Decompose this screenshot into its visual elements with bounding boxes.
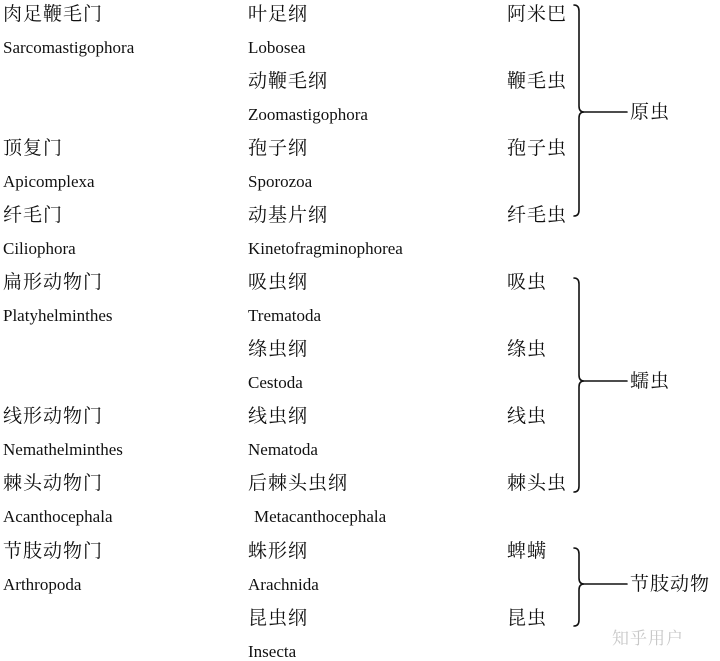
group-label: 蠕虫 <box>630 370 671 392</box>
phylum-cn: 顶复门 <box>3 137 64 159</box>
phylum-cn: 肉足鞭毛门 <box>3 3 104 25</box>
class-cn: 线虫纲 <box>248 405 309 427</box>
phylum-en: Apicomplexa <box>3 172 95 191</box>
common-name: 鞭毛虫 <box>507 70 568 92</box>
phylum-cn: 节肢动物门 <box>3 540 104 562</box>
watermark: 知乎用户 <box>612 629 684 649</box>
class-en: Arachnida <box>248 575 319 594</box>
phylum-en: Nemathelminthes <box>3 440 123 459</box>
class-en: Trematoda <box>248 306 322 325</box>
class-cn: 后棘头虫纲 <box>248 472 349 494</box>
class-cn: 动鞭毛纲 <box>248 70 329 92</box>
common-name: 线虫 <box>507 405 548 427</box>
brace-helminths <box>574 278 584 492</box>
phylum-cn: 纤毛门 <box>3 204 64 226</box>
brace-arthropods <box>574 548 584 626</box>
brace-protozoa <box>574 5 584 216</box>
class-en: Sporozoa <box>248 172 313 191</box>
class-en: Metacanthocephala <box>254 507 387 526</box>
phylum-cn: 棘头动物门 <box>3 472 104 494</box>
class-en: Kinetofragminophorea <box>248 239 403 258</box>
phylum-cn: 线形动物门 <box>3 405 104 427</box>
class-cn: 吸虫纲 <box>248 271 309 293</box>
group-label: 原虫 <box>630 101 671 123</box>
common-name: 吸虫 <box>507 271 548 293</box>
class-en: Zoomastigophora <box>248 105 368 124</box>
group-label: 节肢动物 <box>630 573 711 595</box>
phylum-en: Arthropoda <box>3 575 82 594</box>
common-name: 棘头虫 <box>507 472 568 494</box>
common-name: 阿米巴 <box>507 3 568 25</box>
class-cn: 绦虫纲 <box>248 338 309 360</box>
class-cn: 蛛形纲 <box>248 540 309 562</box>
class-cn: 孢子纲 <box>248 137 309 159</box>
class-en: Insecta <box>248 642 297 661</box>
class-en: Nematoda <box>248 440 318 459</box>
class-en: Lobosea <box>248 38 306 57</box>
phylum-en: Platyhelminthes <box>3 306 113 325</box>
class-cn: 叶足纲 <box>248 3 309 25</box>
phylum-en: Sarcomastigophora <box>3 38 135 57</box>
common-name: 纤毛虫 <box>507 204 568 226</box>
phylum-en: Acanthocephala <box>3 507 113 526</box>
class-cn: 动基片纲 <box>248 204 329 226</box>
common-name: 蜱螨 <box>507 540 548 562</box>
common-name: 绦虫 <box>507 338 548 360</box>
common-name: 昆虫 <box>507 607 548 629</box>
phylum-en: Ciliophora <box>3 239 76 258</box>
class-en: Cestoda <box>248 373 303 392</box>
class-cn: 昆虫纲 <box>248 607 309 629</box>
phylum-cn: 扁形动物门 <box>3 271 104 293</box>
common-name: 孢子虫 <box>507 137 568 159</box>
